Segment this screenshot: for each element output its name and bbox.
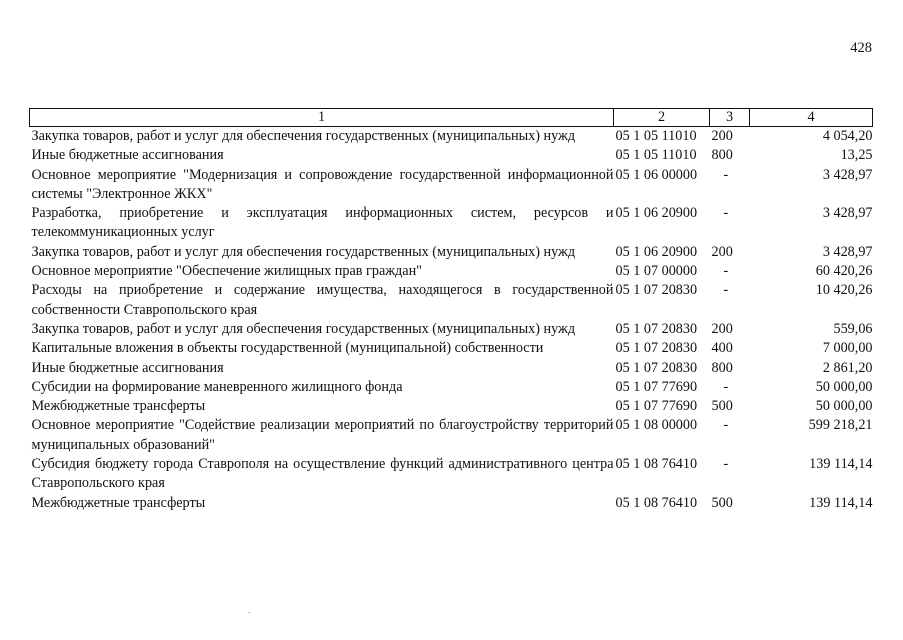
table-row [30, 339, 873, 358]
row-type-cell: - [723, 417, 729, 434]
row-name-cell: Межбюджетные трансферты [31, 398, 206, 415]
row-code-cell: 05 1 07 77690 [615, 378, 698, 395]
row-code-cell: 05 1 05 11010 [615, 128, 697, 144]
row-code-cell: 05 1 05 11010 [615, 147, 697, 164]
header-col-1: 1 [30, 109, 614, 127]
table-row [30, 127, 873, 147]
row-name-cell: Закупка товаров, работ и услуг для обеспечения государственных (муниципальных) нужд [31, 243, 576, 260]
header-row [30, 109, 873, 127]
row-code-cell: 05 1 07 77690 [615, 398, 698, 415]
table-row [30, 455, 873, 494]
page-number: 428 [850, 40, 872, 56]
row-code-cell: 05 1 07 20830 [615, 359, 698, 376]
row-sum-cell: 3 428,97 [822, 205, 873, 222]
row-sum-cell: 50 000,00 [815, 378, 873, 395]
row-name-cell: Закупка товаров, работ и услуг для обеспечения государственных (муниципальных) нужд [31, 320, 576, 337]
row-code-cell: 05 1 06 00000 [615, 166, 698, 183]
row-code-cell: 05 1 06 20900 [615, 205, 698, 222]
row-sum-cell: 139 114,14 [809, 456, 873, 473]
row-sum-cell: 7 000,00 [822, 340, 873, 357]
table-body [30, 127, 873, 513]
row-sum-cell: 10 420,26 [815, 282, 873, 299]
row-name-cell: Субсидии на формирование маневренного жилищного фонда [31, 378, 403, 395]
table-row [30, 243, 873, 262]
row-code-cell: 05 1 07 00000 [615, 263, 698, 280]
row-name-cell: Иные бюджетные ассигнования [31, 359, 224, 376]
row-code-cell: 05 1 06 20900 [615, 243, 698, 260]
header-col-3: 3 [710, 109, 750, 127]
row-type-cell: - [723, 166, 729, 183]
row-sum-cell: 3 428,97 [822, 166, 873, 183]
row-sum-cell: 599 218,21 [808, 417, 873, 434]
row-sum-cell: 139 114,14 [809, 494, 873, 511]
row-name-cell: Основное мероприятие "Обеспечение жилищных прав граждан" [31, 263, 422, 280]
row-code-cell: 05 1 08 76410 [615, 456, 698, 473]
table-row [30, 378, 873, 397]
row-type-cell: - [723, 282, 729, 299]
row-sum-cell: 13,25 [840, 147, 873, 164]
row-type-cell: - [723, 378, 729, 395]
row-type-cell: 400 [711, 340, 733, 357]
row-name-cell: Капитальные вложения в объекты государственной (муниципальной) собственности [31, 340, 544, 357]
row-code-cell: 05 1 08 76410 [615, 494, 698, 511]
scan-mark [248, 612, 250, 613]
row-type-cell: 200 [711, 243, 733, 260]
row-type-cell: 500 [711, 494, 733, 511]
row-sum-cell: 3 428,97 [822, 243, 873, 260]
row-code-cell: 05 1 07 20830 [615, 282, 698, 299]
table-row [30, 262, 873, 281]
table-row [30, 359, 873, 378]
row-type-cell: 800 [711, 147, 733, 164]
header-col-2: 2 [614, 109, 710, 127]
row-type-cell: 500 [711, 398, 733, 415]
row-type-cell: 200 [711, 128, 733, 144]
table-row [30, 281, 873, 320]
row-type-cell: - [723, 205, 729, 222]
table-row [30, 416, 873, 455]
budget-table [29, 108, 873, 513]
row-name-cell: Основное мероприятие "Содействие реализации мероприятий по благоустройству территорий муниципальных образований" [31, 417, 614, 453]
row-type-cell: - [723, 456, 729, 473]
table-row [30, 204, 873, 243]
row-sum-cell: 50 000,00 [815, 398, 873, 415]
row-type-cell: 800 [711, 359, 733, 376]
table-row [30, 146, 873, 165]
row-name-cell: Закупка товаров, работ и услуг для обеспечения государственных (муниципальных) нужд [31, 128, 576, 144]
row-name-cell: Иные бюджетные ассигнования [31, 147, 224, 164]
row-sum-cell: 60 420,26 [815, 263, 873, 280]
row-sum-cell: 2 861,20 [822, 359, 873, 376]
row-sum-cell: 4 054,20 [822, 128, 873, 144]
table-row [30, 320, 873, 339]
row-type-cell: 200 [711, 320, 733, 337]
row-name-cell: Межбюджетные трансферты [31, 494, 206, 511]
row-code-cell: 05 1 07 20830 [615, 340, 698, 357]
row-name-cell: Разработка, приобретение и эксплуатация информационных систем, ресурсов и телекоммуникационных услуг [31, 205, 614, 241]
header-col-4: 4 [750, 109, 873, 127]
row-name-cell: Субсидия бюджету города Ставрополя на осуществление функций административного центра Ставропольского края [31, 456, 614, 492]
table-header [30, 109, 873, 127]
row-code-cell: 05 1 08 00000 [615, 417, 698, 434]
table-row [30, 397, 873, 416]
row-code-cell: 05 1 07 20830 [615, 320, 698, 337]
row-sum-cell: 559,06 [833, 320, 873, 337]
row-name-cell: Расходы на приобретение и содержание имущества, находящегося в государственной собственности Ставропольского края [31, 282, 614, 318]
row-name-cell: Основное мероприятие "Модернизация и сопровождение государственной информационной системы "Электронное ЖКХ" [31, 166, 614, 202]
table-row [30, 166, 873, 205]
table-row [30, 494, 873, 513]
row-type-cell: - [723, 263, 729, 280]
